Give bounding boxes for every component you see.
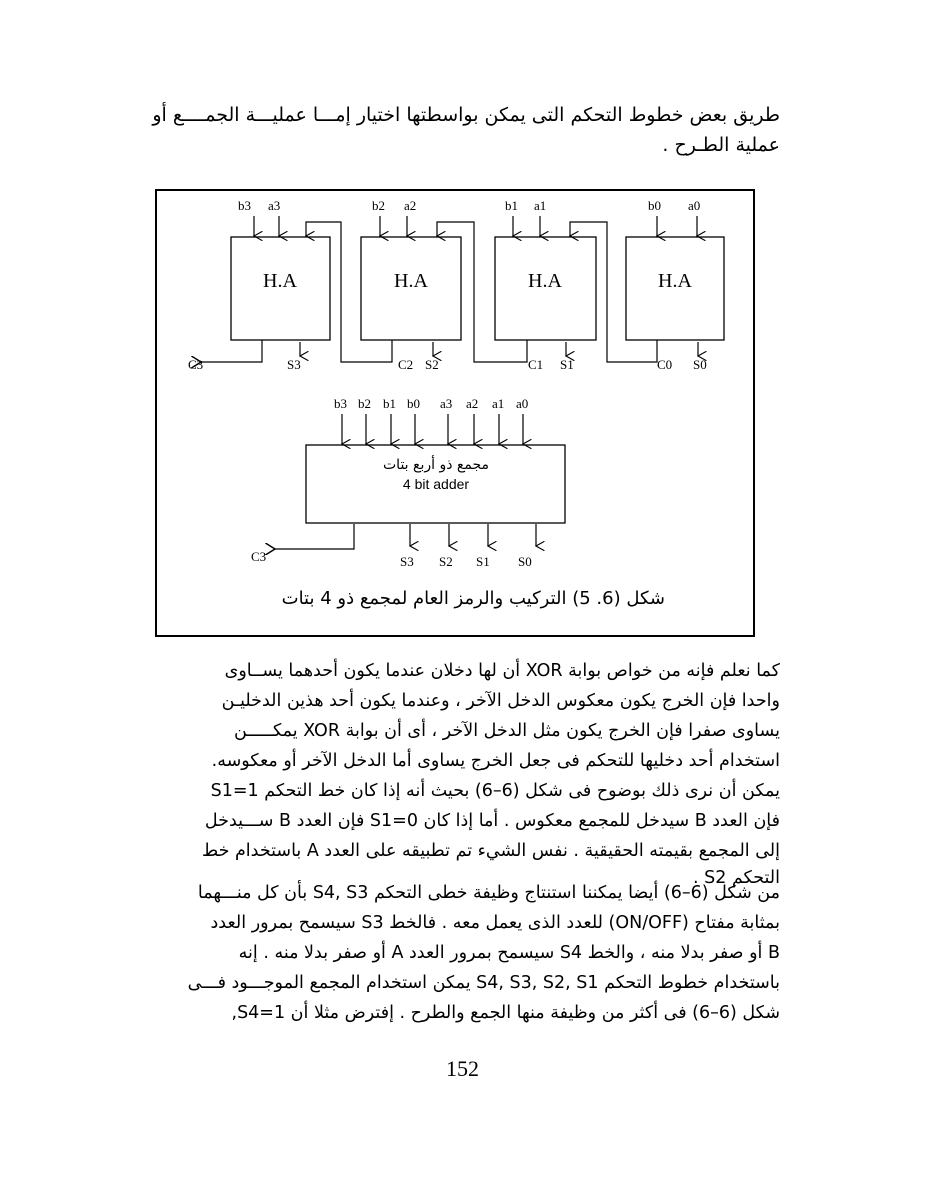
text-line: واحدا فإن الخرج يكون معكوس الدخل الآخر ، وعندما يكون أحد هذين الدخليـن <box>221 691 780 711</box>
adder-carry-label: C3 <box>251 549 267 564</box>
text-line: كما نعلم فإنه من خواص بوابة XOR أن لها دخلان عندما يكون أحدهما يســاوى <box>224 661 780 681</box>
input-label: a2 <box>404 198 417 213</box>
adder-output-label: S0 <box>518 554 532 569</box>
sum-label: S2 <box>425 357 439 372</box>
input-label: b0 <box>648 198 661 213</box>
carry-label: C3 <box>188 357 204 372</box>
adder-input-label: b1 <box>383 396 396 411</box>
input-label: a0 <box>688 198 701 213</box>
adder-output-label: S3 <box>400 554 414 569</box>
four-bit-adder <box>251 396 565 569</box>
half-adder-3 <box>188 198 330 372</box>
adder-output-label: S1 <box>476 554 490 569</box>
half-adder-label: H.A <box>394 270 428 292</box>
carry-label: C0 <box>657 357 673 372</box>
adder-input-label: a1 <box>492 396 505 411</box>
text-line: فإن العدد B سيدخل للمجمع معكوس . أما إذا كان S1=0 فإن العدد B ســـيدخل <box>204 811 780 831</box>
sum-label: S0 <box>693 357 707 372</box>
input-label: a1 <box>534 198 547 213</box>
carry-label: C2 <box>398 357 414 372</box>
input-label: b1 <box>505 198 518 213</box>
text-line: عملية الطـرح . <box>662 134 780 156</box>
adder-input-label: b3 <box>334 396 347 411</box>
text-line: إلى المجمع بقيمته الحقيقية . نفس الشيء تم تطبيقه على العدد A باستخدام خط <box>201 841 780 861</box>
adder-input-label: a2 <box>466 396 479 411</box>
adder-input-label: b2 <box>358 396 371 411</box>
half-adder-2 <box>306 198 461 372</box>
adder-input-label: a0 <box>516 396 529 411</box>
sum-label: S3 <box>287 357 301 372</box>
input-label: b3 <box>238 198 251 213</box>
half-adder-label: H.A <box>658 270 692 292</box>
input-label: b2 <box>372 198 385 213</box>
carry-label: C1 <box>528 357 544 372</box>
adder-output-label: S2 <box>439 554 453 569</box>
text-line: يمكن أن نرى ذلك بوضوح فى شكل (6–6) بحيث أنه إذا كان خط التحكم S1=1 <box>210 781 780 801</box>
paragraph-xor <box>130 656 780 890</box>
text-line: استخدام أحد دخليها للتحكم فى جعل الخرج يساوى أما الدخل الآخر أو معكوسه. <box>211 751 780 771</box>
half-adder-0 <box>570 198 724 372</box>
text-line: شكل (6–6) فى أكثر من وظيفة منها الجمع والطرح . إفترض مثلا أن S4=1, <box>231 1003 780 1023</box>
input-label: a3 <box>268 198 281 213</box>
text-line: B أو صفر بدلا منه ، والخط S4 سيسمح بمرور العدد A أو صفر بدلا منه . إنه <box>238 943 780 963</box>
adder-label-arabic: مجمع ذو أربع بتات <box>383 457 489 473</box>
text-line: يساوى صفرا فإن الخرج يكون مثل الدخل الآخر ، أى أن بوابة XOR يمكـــــن <box>234 721 780 741</box>
page-number: 152 <box>446 1056 479 1081</box>
adder-input-label: a3 <box>440 396 453 411</box>
text-line: باستخدام خطوط التحكم S4, S3, S2, S1 يمكن استخدام المجمع الموجـــود فـــى <box>187 973 780 993</box>
text-line: من شكل (6–6) أيضا يمكننا استنتاج وظيفة خطى التحكم S4, S3 بأن كل منـــهما <box>197 883 780 903</box>
half-adder-label: H.A <box>528 270 562 292</box>
half-adder-label: H.A <box>263 270 297 292</box>
figure-caption: شكل (6. 5) التركيب والرمز العام لمجمع ذو 4 بتات <box>281 588 665 609</box>
adder-input-label: b0 <box>407 396 420 411</box>
text-line: التحكم S2 . <box>692 868 780 888</box>
text-line: طريق بعض خطوط التحكم التى يمكن بواسطتها اختيار إمـــا عمليـــة الجمــــع أو <box>152 104 780 126</box>
paragraph-control-lines <box>130 878 780 1028</box>
text-line: بمثابة مفتاح (ON/OFF) للعدد الذى يعمل معه . فالخط S3 سيسمح بمرور العدد <box>210 913 780 933</box>
adder-label-english: 4 bit adder <box>402 476 470 492</box>
sum-label: S1 <box>560 357 574 372</box>
